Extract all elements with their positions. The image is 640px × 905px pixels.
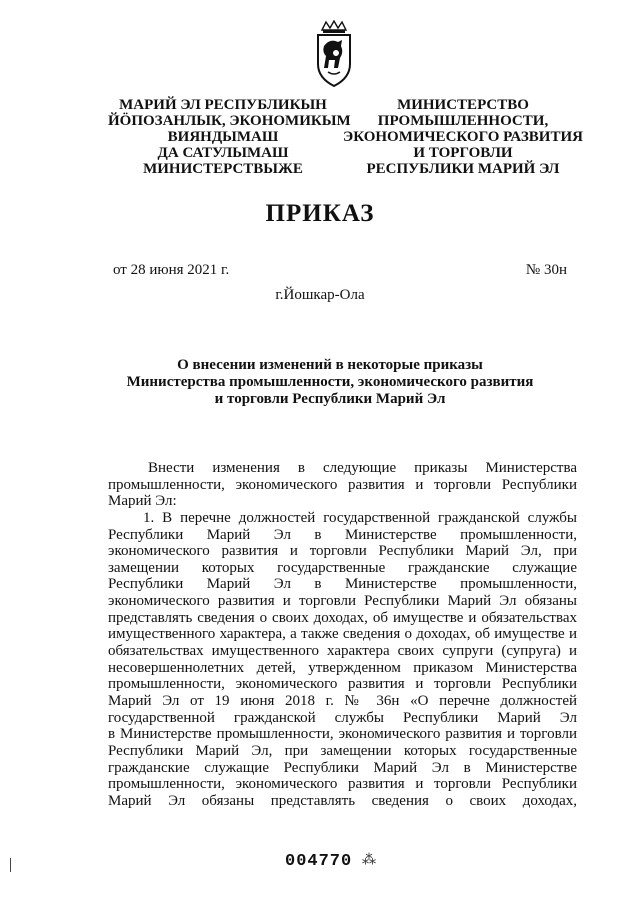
document-city: г.Йошкар-Ола	[275, 287, 365, 303]
header-left-block	[108, 97, 351, 177]
body-line: представлять сведения о своих доходах, об имуществе и обязательствах	[108, 609, 577, 626]
document-body	[108, 460, 577, 809]
body-line: промышленности, экономического развития и торговли Республики	[108, 476, 577, 493]
document-date: от 28 июня 2021 г.	[113, 262, 230, 278]
serial-stamp: 004770	[285, 852, 353, 871]
body-line: Республики Марий Эл в Министерстве промышленности,	[108, 576, 577, 593]
body-line: имущественного характера, а также сведения о доходах, об имуществе и	[108, 626, 577, 643]
body-line: гражданские служащие Республики Марий Эл в Министерстве	[108, 759, 577, 776]
subject-line: О внесении изменений в некоторые приказы	[177, 357, 483, 373]
header-left-line: МИНИСТЕРСТВЫЖЕ	[143, 161, 303, 177]
body-line: Внести изменения в следующие приказы Министерства	[148, 460, 577, 476]
body-line: Республики Марий Эл, при замещении которых государственные	[108, 742, 577, 759]
body-line: экономического развития и торговли Республики Марий Эл, при	[108, 543, 577, 560]
document-subject	[110, 357, 550, 408]
body-line: государственной гражданской службы Республики Марий Эл	[108, 709, 577, 726]
body-line: Марий Эл:	[108, 493, 177, 510]
header-right-line: ПРОМЫШЛЕННОСТИ,	[377, 113, 549, 129]
body-line: Республики Марий Эл в Министерстве промышленности,	[108, 526, 577, 543]
header-left-line: ВИЯНДЫМАШ	[167, 129, 279, 145]
header-right-line: РЕСПУБЛИКИ МАРИЙ ЭЛ	[366, 161, 560, 177]
body-line: экономического развития и торговли Республики Марий Эл обязаны	[108, 593, 577, 610]
body-line: несовершеннолетних детей, утвержденном приказом Министерства	[108, 659, 577, 676]
header-left-line: ДА САТУЛЫМАШ	[157, 145, 289, 161]
header-right-block	[338, 97, 588, 177]
header-right-line: МИНИСТЕРСТВО	[397, 97, 529, 113]
body-line: в Министерстве промышленности, экономического развития и торговли	[108, 726, 577, 743]
header-right-line: ЭКОНОМИЧЕСКОГО РАЗВИТИЯ	[343, 129, 583, 145]
stamp-mark-icon: ⁂	[362, 853, 376, 868]
header-right-line: И ТОРГОВЛИ	[413, 145, 513, 161]
document-number: № 30н	[525, 262, 567, 278]
subject-line: Министерства промышленности, экономического развития	[126, 374, 534, 390]
body-line: обязательствах имущественного характера своих супруги (супруга) и	[108, 643, 577, 660]
subject-line: и торговли Республики Марий Эл	[214, 391, 446, 407]
body-line: Марий Эл от 19 июня 2018 г. № 36н «О перечне должностей	[108, 692, 577, 709]
body-line: промышленности, экономического развития и торговли Республики	[108, 776, 577, 793]
body-line: Марий Эл обязаны представлять сведения о своих доходах,	[108, 792, 577, 809]
body-line: замещении которых государственные гражданские служащие	[108, 559, 577, 576]
header-left-line: МАРИЙ ЭЛ РЕСПУБЛИКЫН	[119, 97, 327, 113]
header-left-line: ЙӦПОЗАНЛЫК, ЭКОНОМИКЫМ	[108, 113, 351, 129]
document-title: ПРИКАЗ	[265, 200, 375, 227]
scan-edge-mark	[10, 858, 11, 872]
body-line: 1. В перечне должностей государственной гражданской службы	[143, 509, 577, 526]
coat-of-arms-icon	[314, 20, 354, 88]
body-line: промышленности, экономического развития и торговли Республики	[108, 676, 577, 693]
